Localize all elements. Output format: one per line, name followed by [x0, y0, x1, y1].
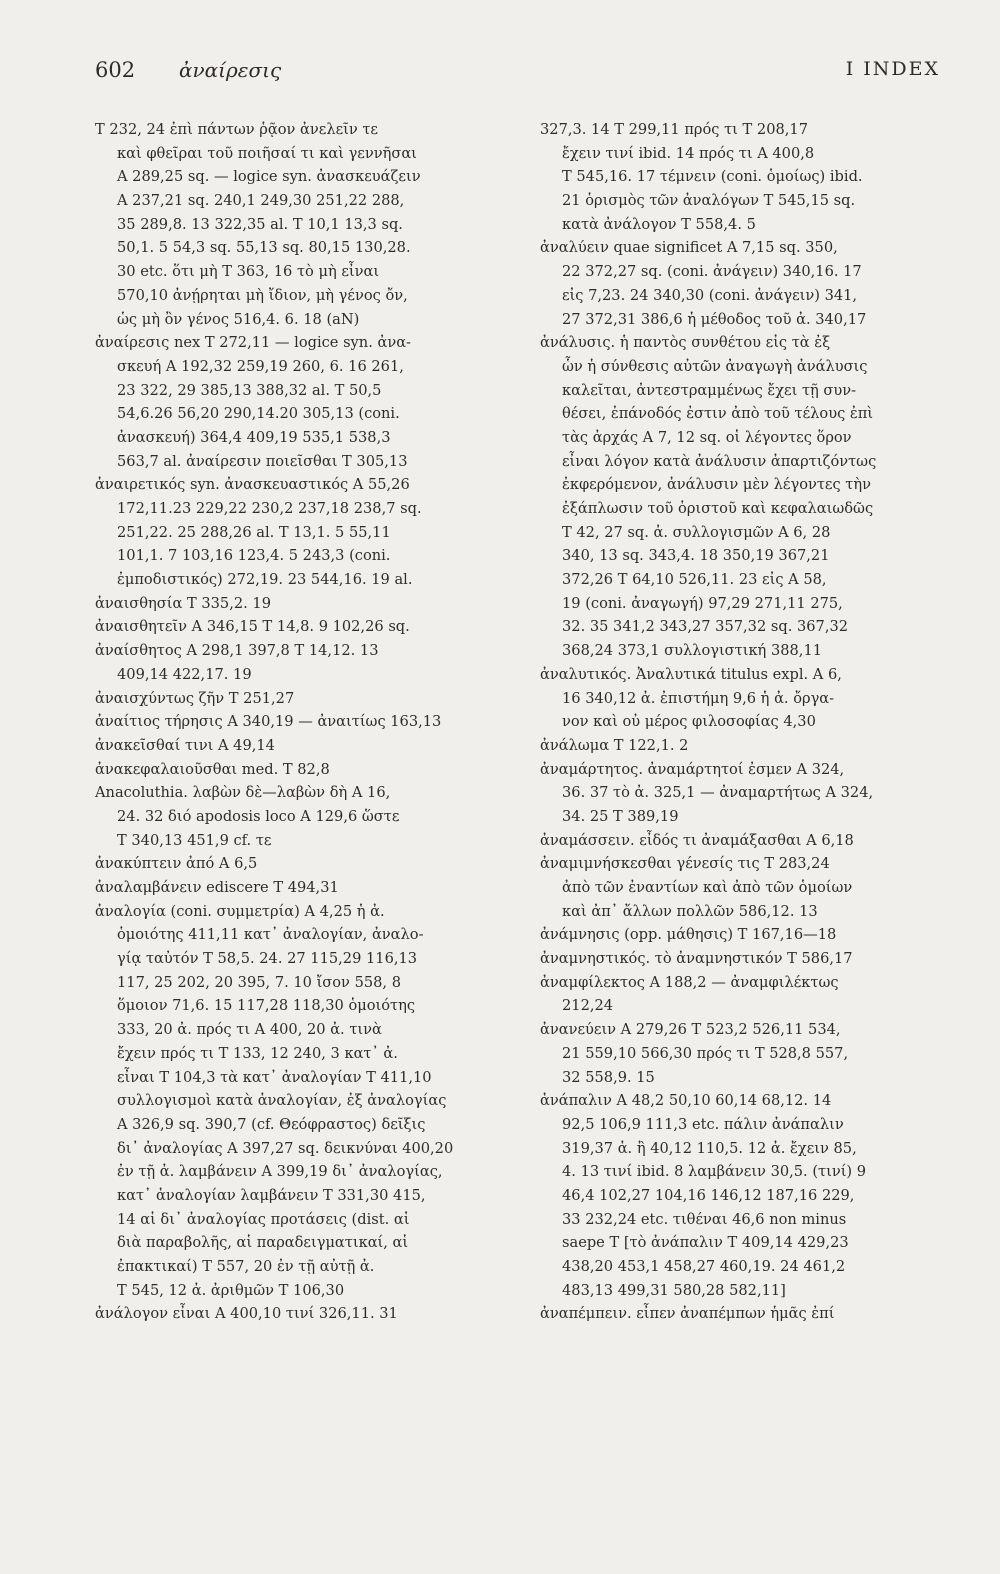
entry-line: ἐπακτικαί) T 557, 20 ἐν τῇ αὐτῇ ἀ. [117, 1258, 375, 1275]
entry-line: ἀναμνηστικός. τὸ ἀναμνηστικόν T 586,17 [540, 950, 853, 968]
entry-line: 27 372,31 386,6 ἡ μέθοδος τοῦ ἀ. 340,17 [562, 310, 867, 328]
entry-line: ὡς μὴ ὂν γένος 516,4. 6. 18 (aN) [117, 310, 360, 328]
entry-line: ὁμοιότης 411,11 κατ᾽ ἀναλογίαν, ἀναλο- [117, 926, 424, 944]
entry-line: ὅμοιον 71,6. 15 117,28 118,30 ὁμοιότης [117, 997, 416, 1015]
entry-line: 570,10 ἀνῄρηται μὴ ἴδιον, μὴ γένος ὄν, [117, 286, 408, 304]
entry-line: A 237,21 sq. 240,1 249,30 251,22 288, [117, 192, 405, 210]
entry-line: 33 232,24 etc. τιθέναι 46,6 non minus [562, 1210, 847, 1228]
entry-line: 32 558,9. 15 [562, 1068, 655, 1086]
entry-line: 4. 13 τινί ibid. 8 λαμβάνειν 30,5. (τινί) 9 [562, 1163, 867, 1181]
entry-line: εἰς 7,23. 24 340,30 (coni. ἀνάγειν) 341, [562, 286, 858, 304]
entry-line: T 545,16. 17 τέμνειν (coni. ὁμοίως) ibid. [562, 168, 863, 186]
index-entry [540, 1089, 960, 1302]
index-entry [95, 758, 515, 782]
entry-line: ἐν τῇ ἀ. λαμβάνειν A 399,19 δι᾽ ἀναλογίας, [117, 1163, 443, 1181]
entry-line: 251,22. 25 288,26 al. T 13,1. 5 55,11 [117, 523, 391, 541]
entry-line: 50,1. 5 54,3 sq. 55,13 sq. 80,15 130,28. [117, 239, 411, 257]
section-title: I INDEX [845, 58, 940, 80]
running-headword: ἀναίρεσις [179, 58, 282, 82]
entry-line: T 340,13 451,9 cf. τε [117, 831, 272, 849]
entry-line: διὰ παραβολῆς, αἱ παραδειγματικαί, αἱ [117, 1234, 409, 1252]
entry-line: καὶ φθεῖραι τοῦ ποιῆσαί τι καὶ γεννῆσαι [117, 144, 417, 162]
entry-line: ἀναίρεσις nex T 272,11 — logice syn. ἀνα- [95, 334, 411, 352]
entry-line: ἀναλύειν quae significet A 7,15 sq. 350, [540, 239, 838, 257]
entry-line: ἐξάπλωσιν τοῦ ὁριστοῦ καὶ κεφαλαιωδῶς [562, 500, 874, 517]
entry-line: ἀνασκευή) 364,4 409,19 535,1 538,3 [117, 428, 391, 446]
right-column [540, 118, 960, 1326]
entry-line: ἀνάπαλιν A 48,2 50,10 60,14 68,12. 14 [540, 1092, 832, 1110]
entry-line: saepe T [τὸ ἀνάπαλιν T 409,14 429,23 [562, 1234, 849, 1252]
index-entry [95, 734, 515, 758]
index-entry [540, 852, 960, 923]
index-entry [95, 781, 515, 852]
entry-line: 30 etc. ὅτι μὴ T 363, 16 τὸ μὴ εἶναι [117, 263, 380, 281]
index-entry [95, 118, 515, 331]
entry-line: ἀναμιμνήσκεσθαι γένεσίς τις T 283,24 [540, 855, 830, 873]
index-entry [540, 923, 960, 947]
entry-line: 92,5 106,9 111,3 etc. πάλιν ἀνάπαλιν [562, 1115, 844, 1133]
entry-line: ἀνακεῖσθαί τινι A 49,14 [95, 736, 275, 754]
entry-line: 319,37 ἀ. ἢ 40,12 110,5. 12 ἀ. ἔχειν 85, [562, 1139, 857, 1157]
entry-line: νον καὶ οὐ μέρος φιλοσοφίας 4,30 [562, 713, 816, 731]
entry-line: T 545, 12 ἀ. ἀριθμῶν T 106,30 [117, 1281, 345, 1299]
entry-line: 16 340,12 ἀ. ἐπιστήμη 9,6 ἡ ἀ. ὄργα- [562, 689, 835, 707]
index-entry [540, 947, 960, 971]
index-entry [95, 876, 515, 900]
entry-line: ἀναίτιος τήρησις A 340,19 — ἀναιτίως 163,13 [95, 713, 442, 731]
entry-line: 340, 13 sq. 343,4. 18 350,19 367,21 [562, 547, 830, 565]
entry-line: ἀνακεφαλαιοῦσθαι med. T 82,8 [95, 760, 330, 778]
entry-line: ὧν ἡ σύνθεσις αὐτῶν ἀναγωγὴ ἀνάλυσις [562, 357, 868, 375]
entry-line: 563,7 al. ἀναίρεσιν ποιεῖσθαι T 305,13 [117, 452, 408, 470]
entry-line: 172,11.23 229,22 230,2 237,18 238,7 sq. [117, 500, 422, 517]
entry-line: ἀναισθησία T 335,2. 19 [95, 594, 271, 612]
entry-line: δι᾽ ἀναλογίας A 397,27 sq. δεικνύναι 400,20 [117, 1139, 454, 1157]
index-entry [95, 331, 515, 473]
index-entry [540, 971, 960, 1018]
entry-line: 483,13 499,31 580,28 582,11] [562, 1281, 786, 1299]
entry-line: 117, 25 202, 20 395, 7. 10 ἴσον 558, 8 [117, 973, 401, 991]
entry-line: 24. 32 διό apodosis loco A 129,6 ὥστε [117, 807, 400, 825]
entry-line: ἀναισθητεῖν A 346,15 T 14,8. 9 102,26 sq. [95, 618, 410, 636]
entry-line: τὰς ἀρχάς A 7, 12 sq. οἱ λέγοντες ὅρον [562, 428, 852, 446]
entry-line: ἔχειν τινί ibid. 14 πρός τι A 400,8 [562, 144, 815, 162]
entry-line: 14 αἱ δι᾽ ἀναλογίας προτάσεις (dist. αἱ [117, 1210, 410, 1228]
entry-line: 409,14 422,17. 19 [117, 665, 252, 683]
index-entry [95, 592, 515, 616]
index-entry [95, 1302, 515, 1326]
entry-line: καλεῖται, ἀντεστραμμένως ἔχει τῇ συν- [562, 381, 857, 399]
entry-line: 438,20 453,1 458,27 460,19. 24 461,2 [562, 1258, 846, 1275]
entry-line: 372,26 T 64,10 526,11. 23 εἰς A 58, [562, 571, 827, 589]
index-entry [95, 687, 515, 711]
entry-line: θέσει, ἐπάνοδός ἐστιν ἀπὸ τοῦ τέλους ἐπὶ [562, 405, 874, 423]
entry-line: 333, 20 ἀ. πρός τι A 400, 20 ἀ. τινὰ [117, 1021, 382, 1039]
entry-line: A 326,9 sq. 390,7 (cf. Θεόφραστος) δεῖξις [117, 1115, 426, 1133]
entry-line: 54,6.26 56,20 290,14.20 305,13 (coni. [117, 405, 400, 423]
entry-line: ἀναλαμβάνειν ediscere T 494,31 [95, 879, 339, 896]
entry-line: 34. 25 T 389,19 [562, 807, 679, 825]
entry-line: ἀπὸ τῶν ἐναντίων καὶ ἀπὸ τῶν ὁμοίων [562, 879, 853, 896]
entry-line: ἐμποδιστικός) 272,19. 23 544,16. 19 al. [117, 571, 413, 589]
entry-line: ἀνανεύειν A 279,26 T 523,2 526,11 534, [540, 1021, 841, 1039]
page-number: 602 [95, 58, 136, 82]
entry-line: ἀναλογία (coni. συμμετρία) A 4,25 ἡ ἀ. [95, 902, 385, 920]
entry-line: 368,24 373,1 συλλογιστική 388,11 [562, 642, 823, 660]
entry-line: 23 322, 29 385,13 388,32 al. T 50,5 [117, 381, 382, 399]
entry-line: ἀναισχύντως ζῆν T 251,27 [95, 689, 295, 707]
index-entry [95, 900, 515, 1303]
entry-line: εἶναι T 104,3 τὰ κατ᾽ ἀναλογίαν T 411,10 [117, 1068, 432, 1086]
index-entry [95, 615, 515, 639]
entry-line: ἀναμφίλεκτος A 188,2 — ἀναμφιλέκτως [540, 973, 839, 991]
index-entry [540, 829, 960, 853]
entry-line: 35 289,8. 13 322,35 al. T 10,1 13,3 sq. [117, 215, 403, 233]
index-entry [95, 852, 515, 876]
entry-line: εἶναι λόγον κατὰ ἀνάλυσιν ἀπαρτιζόντως [562, 452, 877, 470]
entry-line: 19 (coni. ἀναγωγή) 97,29 271,11 275, [562, 594, 843, 612]
entry-line: κατ᾽ ἀναλογίαν λαμβάνειν T 331,30 415, [117, 1186, 426, 1204]
entry-line: Anacoluthia. λαβὼν δὲ—λαβὼν δὴ A 16, [95, 784, 391, 802]
index-entry [95, 473, 515, 591]
entry-line: ἀνάλογον εἶναι A 400,10 τινί 326,11. 31 [95, 1305, 398, 1323]
entry-line: ἐκφερόμενον, ἀνάλυσιν μὲν λέγοντες τὴν [562, 476, 871, 494]
index-entry [540, 236, 960, 331]
entry-line: ἀνάλωμα T 122,1. 2 [540, 736, 689, 754]
entry-line: ἀνακύπτειν ἀπό A 6,5 [95, 855, 258, 873]
index-entry [95, 639, 515, 686]
index-entry [540, 663, 960, 734]
entry-line: 101,1. 7 103,16 123,4. 5 243,3 (coni. [117, 547, 391, 565]
index-entry [95, 710, 515, 734]
entry-line: T 42, 27 sq. ἀ. συλλογισμῶν A 6, 28 [562, 523, 831, 541]
entry-line: ἀναίσθητος A 298,1 397,8 T 14,12. 13 [95, 642, 379, 660]
entry-line: ἀναμάσσειν. εἶδός τι ἀναμάξασθαι A 6,18 [540, 831, 854, 849]
entry-line: T 232, 24 ἐπὶ πάντων ῥᾷον ἀνελεῖν τε [95, 121, 378, 138]
entry-line: κατὰ ἀνάλογον T 558,4. 5 [562, 215, 756, 233]
entry-line: γίᾳ ταὐτόν T 58,5. 24. 27 115,29 116,13 [117, 950, 418, 968]
entry-line: 327,3. 14 T 299,11 πρός τι T 208,17 [540, 121, 808, 138]
entry-line: συλλογισμοὶ κατὰ ἀναλογίαν, ἐξ ἀναλογίας [117, 1092, 447, 1110]
entry-line: ἀναλυτικός. Ἀναλυτικά titulus expl. A 6, [540, 665, 842, 683]
index-entry [540, 758, 960, 829]
page-header [95, 58, 940, 90]
index-entry [540, 1302, 960, 1326]
entry-line: 21 559,10 566,30 πρός τι T 528,8 557, [562, 1044, 849, 1062]
index-entry [540, 118, 960, 236]
entry-line: ἀναιρετικός syn. ἀνασκευαστικός A 55,26 [95, 476, 410, 494]
entry-line: 22 372,27 sq. (coni. ἀνάγειν) 340,16. 17 [562, 263, 862, 281]
entry-line: ἀναπέμπειν. εἶπεν ἀναπέμπων ἡμᾶς ἐπί [540, 1305, 835, 1323]
entry-line: 46,4 102,27 104,16 146,12 187,16 229, [562, 1186, 855, 1204]
entry-line: 21 ὁρισμὸς τῶν ἀναλόγων T 545,15 sq. [562, 192, 856, 210]
entry-line: σκευή A 192,32 259,19 260, 6. 16 261, [117, 357, 404, 375]
entry-line: καὶ ἀπ᾽ ἄλλων πολλῶν 586,12. 13 [562, 902, 818, 920]
entry-line: A 289,25 sq. — logice syn. ἀνασκευάζειν [117, 168, 421, 186]
entry-line: 32. 35 341,2 343,27 357,32 sq. 367,32 [562, 618, 849, 636]
entry-line: ἀνάμνησις (opp. μάθησις) T 167,16—18 [540, 926, 837, 944]
entry-line: ἀναμάρτητος. ἀναμάρτητοί ἐσμεν A 324, [540, 760, 845, 778]
left-column [95, 118, 515, 1326]
entry-line: 212,24 [562, 997, 614, 1015]
entry-line: 36. 37 τὸ ἀ. 325,1 — ἀναμαρτήτως A 324, [562, 784, 874, 802]
index-entry [540, 734, 960, 758]
entry-line: ἔχειν πρός τι T 133, 12 240, 3 κατ᾽ ἀ. [117, 1044, 398, 1062]
index-entry [540, 1018, 960, 1089]
entry-line: ἀνάλυσις. ἡ παντὸς συνθέτου εἰς τὰ ἐξ [540, 334, 831, 352]
index-entry [540, 331, 960, 663]
